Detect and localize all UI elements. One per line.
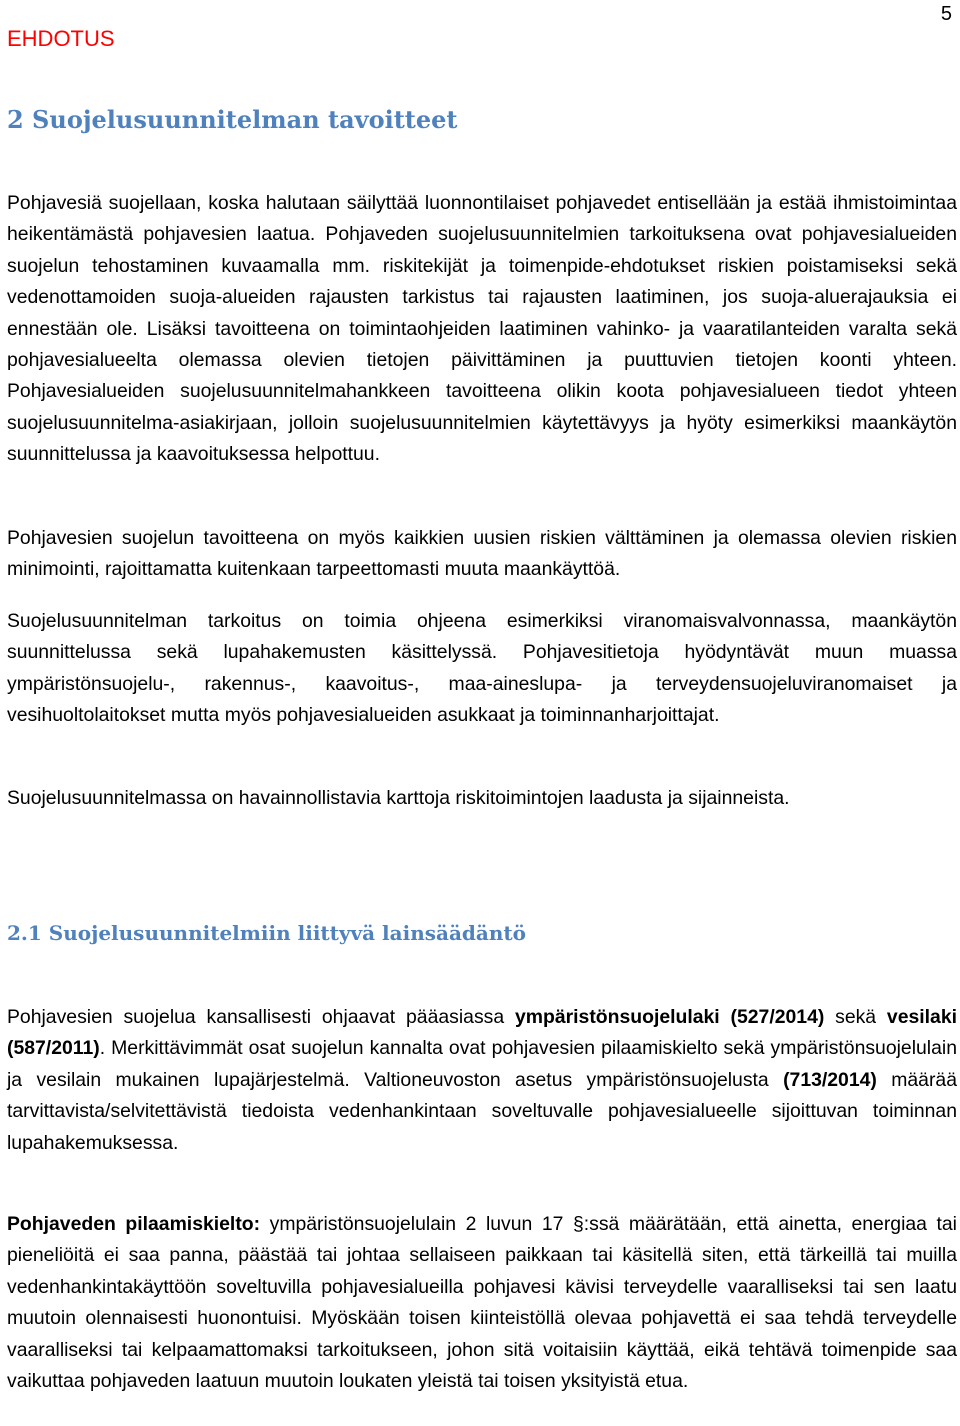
water-act: vesilaki (587/2011) (7, 1006, 958, 1060)
pollution-ban-text: ympäristönsuojelulain 2 luvun 17 §:ssä määrätään, että ainetta, energiaa tai pieneliöitä ei saa panna, päästää tai johtaa sellaiseen paikkaan tai käsitellä siten, että tärkeillä tai muilla vedenhankintakäyttöön soveltuvilla pohjavesialueilla pohjavesi kävisi terveydelle vaaralliseksi tai sen laatu muutoin olennaisesti huonontuisi. Myöskään toisen kiinteistöllä olevaa pohjavettä ei saa tehdä terveydelle vaaralliseksi tai kelpaamattomaksi tarkoitukseen, johon sitä voitaisiin käyttää, eikä tehtävä toimenpide saa vaikuttaa pohjaveden laatuun muutoin loukaten yleistä tai toisen yksityistä etua. (7, 1213, 957, 1393)
legislation-text-3: . Merkittävimmät osat suojelun kannalta ovat pohjavesien pilaamiskielto sekä ympäristönsuojelulain ja vesilain mukainen lupajärjestelmä. Valtioneuvoston asetus ympäristönsuojelusta (7, 1037, 957, 1091)
pollution-ban-term: Pohjaveden pilaamiskielto: (7, 1213, 261, 1235)
paragraph-purpose: Suojelusuunnitelman tarkoitus on toimia ohjeena esimerkiksi viranomaisvalvonnassa, maankäytön suunnittelussa sekä lupahakemusten käsittelyssä. Pohjavesitietoja hyödyntävät muun muassa ympäristönsuojelu-, rakennus-, kaavoitus-, maa-aineslupa- ja terveydensuojeluviranomaiset ja vesihuoltolaitokset mutta myös pohjavesialueiden asukkaat ja toiminnanharjoittajat. (7, 610, 957, 727)
paragraph-risks: Pohjavesien suojelun tavoitteena on myös kaikkien uusien riskien välttäminen ja olemassa olevien riskien minimointi, rajoittamatta kuitenkaan tarpeettomasti muuta maankäyttöä. (7, 527, 957, 581)
paragraph-legislation (7, 1002, 957, 1159)
government-decree-number: (713/2014) (783, 1068, 877, 1091)
subsection-title: 2.1 Suojelusuunnitelmiin liittyvä lainsäädäntö (7, 921, 526, 945)
section-title: 2 Suojelusuunnitelman tavoitteet (7, 105, 458, 134)
paragraph-maps: Suojelusuunnitelmassa on havainnollistavia karttoja riskitoimintojen laadusta ja sijainneista. (7, 787, 790, 809)
draft-label: EHDOTUS (7, 26, 115, 51)
environmental-protection-act: ympäristönsuojelulaki (527/2014) (514, 1006, 825, 1028)
page-header (0, 0, 960, 60)
legislation-text-1: Pohjavesien suojelua kansallisesti ohjaavat pääasiassa (7, 1006, 515, 1028)
legislation-text-4: määrää tarvittavista/selvitettävistä tiedoista vedenhankintaan soveltuvalle pohjavesialueelle sijoittuvan toiminnan lupahakemuksessa. (7, 1068, 957, 1154)
legislation-text-2: sekä (824, 1006, 887, 1028)
paragraph-goals: Pohjavesiä suojellaan, koska halutaan säilyttää luonnontilaiset pohjavedet entisellään ja estää ihmistoimintaa heikentämästä pohjavesien laatua. Pohjaveden suojelusuunnitelmien tarkoituksena ovat pohjavesialueiden suojelun tehostaminen kuvaamalla mm. riskitekijät ja toimenpide-ehdotukset riskien poistamiseksi sekä vedenottamoiden suoja-alueiden rajausten tarkistus tai rajausten laatiminen, jos suoja-aluerajauksia ei ennestään ole. Lisäksi tavoitteena on toimintaohjeiden laatiminen vahinko- ja vaaratilanteiden varalta sekä pohjavesialueelta olemassa olevien tietojen päivittäminen ja puuttuvien tietojen koonti yhteen. Pohjavesialueiden suojelusuunnitelmahankkeen tavoitteena olikin koota pohjavesialueen tiedot yhteen suojelusuunnitelma-asiakirjaan, jolloin suojelusuunnitelmien käytettävyys ja hyöty esimerkiksi maankäytön suunnittelussa ja kaavoituksessa helpottuu. (7, 192, 957, 466)
paragraph-pollution-ban (7, 1209, 957, 1397)
page-number: 5 (940, 3, 952, 25)
